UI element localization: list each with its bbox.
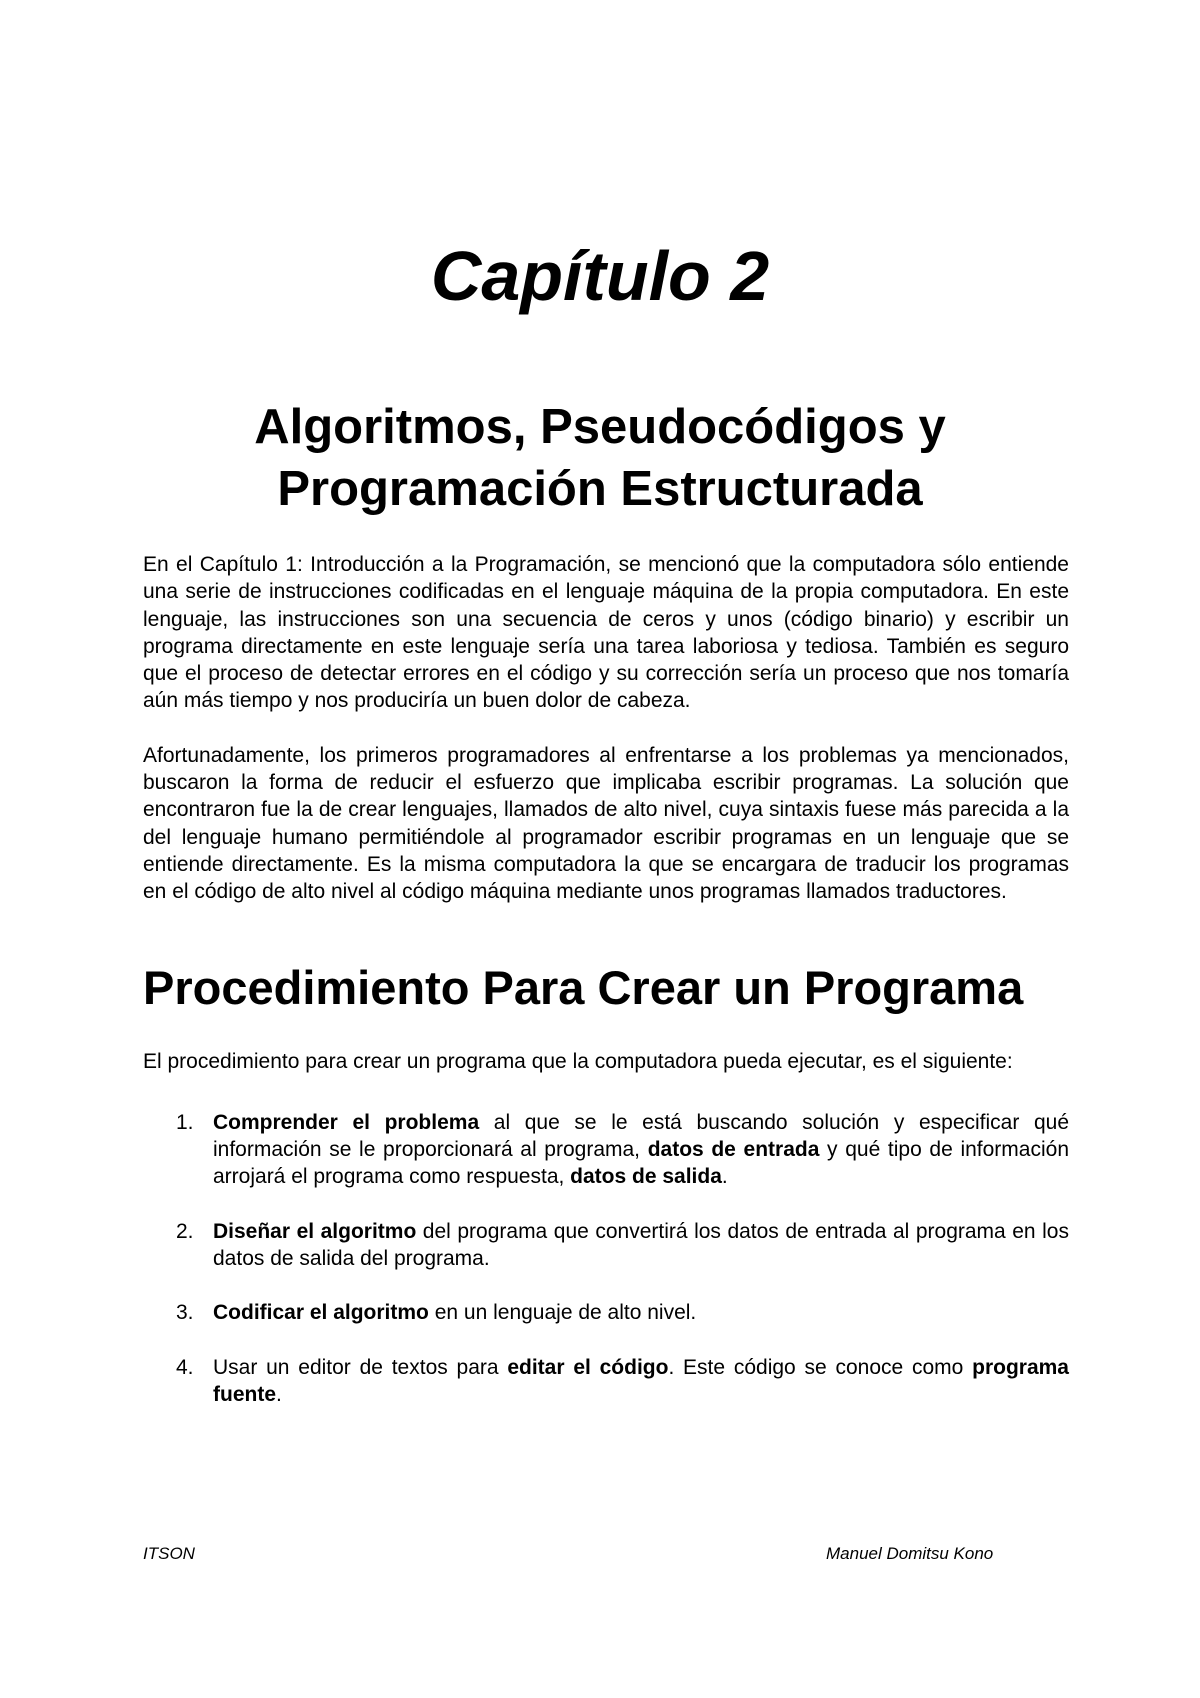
list-item-bold: Comprender el problema bbox=[213, 1110, 480, 1134]
list-item-text: . bbox=[721, 1165, 728, 1189]
list-item bbox=[143, 1354, 1069, 1409]
chapter-subtitle-line-2: Programación Estructurada bbox=[277, 462, 923, 516]
list-item-bold: Codificar el algoritmo bbox=[213, 1301, 429, 1325]
list-item-bold: datos de salida bbox=[570, 1165, 722, 1189]
list-item-text: Usar un editor de textos para bbox=[213, 1355, 508, 1379]
list-item-number: 3. bbox=[176, 1301, 194, 1325]
list-item-text: del programa que convertirá los datos de entrada al programa en los datos de salida del programa. bbox=[213, 1219, 1069, 1271]
list-item-text: . Este código se conoce como bbox=[668, 1355, 973, 1379]
list-item-bold: programa fuente bbox=[213, 1355, 1069, 1406]
list-item-text: y qué tipo de información arrojará el programa como respuesta, bbox=[213, 1138, 1069, 1189]
paragraph-intro-chapter-1: En el Capítulo 1: Introducción a la Programación, se mencionó que la computadora sólo entiende una serie de instrucciones codificadas en el lenguaje máquina de la propia computadora. En este lenguaje, las instrucciones son una secuencia de ceros y unos (código binario) y escribir un programa directamente en este lenguaje sería una tarea laboriosa y tediosa. También es seguro que el proceso de detectar errores en el código y su corrección sería un proceso que nos tomaría aún más tiempo y nos produciría un buen dolor de cabeza. bbox=[143, 553, 1069, 713]
section-heading: Procedimiento Para Crear un Programa bbox=[143, 960, 1024, 1014]
body-text bbox=[143, 551, 1069, 1435]
chapter-subtitle bbox=[0, 396, 1200, 520]
steps-list bbox=[143, 1109, 1069, 1408]
footer-institution: ITSON bbox=[143, 1544, 195, 1563]
list-item bbox=[143, 1299, 1069, 1326]
list-item-number: 4. bbox=[176, 1355, 194, 1379]
list-item-bold: datos de entrada bbox=[647, 1138, 820, 1162]
list-item-text: en un lenguaje de alto nivel. bbox=[428, 1301, 697, 1325]
list-item bbox=[143, 1218, 1069, 1273]
paragraph-high-level-languages: Afortunadamente, los primeros programadores al enfrentarse a los problemas ya mencionados, buscaron la forma de reducir el esfuerzo que implicaba escribir programas. La solución que encontraron fue la de crear lenguajes, llamados de alto nivel, cuya sintaxis fuese más parecida a la del lenguaje humano permitiéndole al programador escribir programas en un lenguaje que se entiende directamente. Es la misma computadora la que se encargara de traducir los programas en el código de alto nivel al código máquina mediante unos programas llamados traductores. bbox=[143, 743, 1069, 904]
section-intro: El procedimiento para crear un programa que la computadora pueda ejecutar, es el siguiente: bbox=[143, 1049, 1013, 1073]
list-item-bold: editar el código bbox=[507, 1355, 669, 1379]
chapter-subtitle-line-1: Algoritmos, Pseudocódigos y bbox=[254, 400, 946, 454]
list-item-text: . bbox=[276, 1382, 282, 1406]
list-item bbox=[143, 1109, 1069, 1191]
list-item-number: 2. bbox=[176, 1219, 194, 1243]
chapter-title: Capítulo 2 bbox=[430, 237, 770, 315]
footer-author: Manuel Domitsu Kono bbox=[826, 1544, 994, 1563]
list-item-bold: Diseñar el algoritmo bbox=[213, 1219, 417, 1243]
list-item-number: 1. bbox=[176, 1110, 194, 1134]
list-item-text: al que se le está buscando solución y especificar qué información se le proporcionará al programa, bbox=[213, 1110, 1069, 1162]
